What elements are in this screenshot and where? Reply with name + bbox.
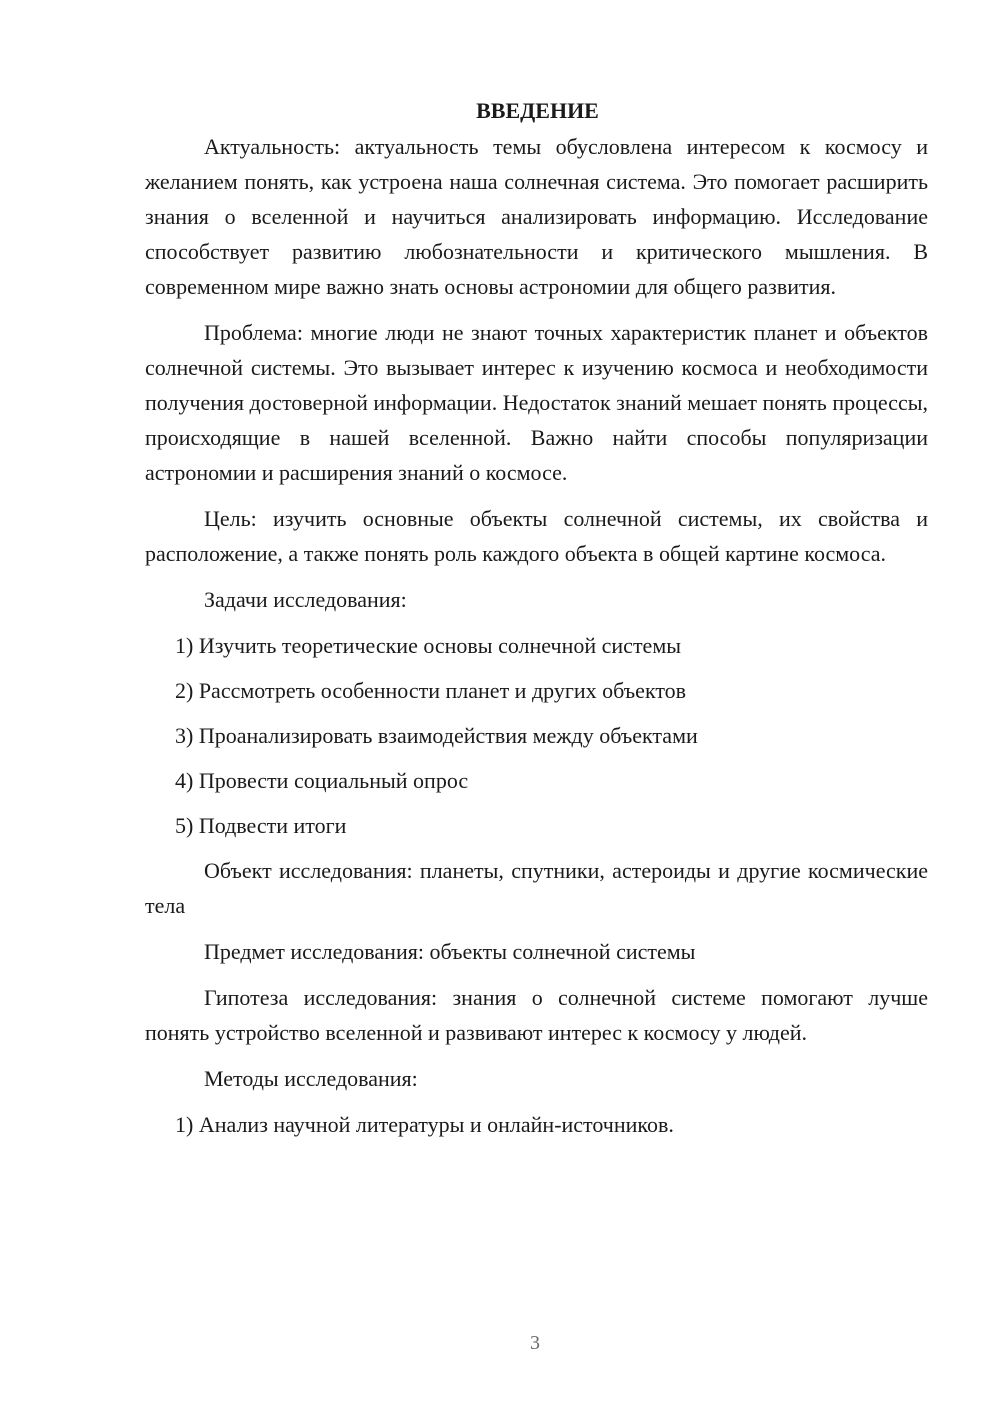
hypothesis-paragraph: Гипотеза исследования: знания о солнечной системе помогают лучше понять устройство вселенной и развивают интерес к космосу у людей. (145, 985, 928, 1045)
list-item: 5) Подвести итоги (175, 813, 347, 838)
list-item: 3) Проанализировать взаимодействия между объектами (175, 723, 698, 748)
page-title: ВВЕДЕНИЕ (476, 98, 599, 123)
subject-paragraph: Предмет исследования: объекты солнечной системы (204, 939, 696, 964)
page-number: 3 (530, 1332, 540, 1354)
list-item: 2) Рассмотреть особенности планет и других объектов (175, 678, 687, 703)
tasks-heading: Задачи исследования: (204, 587, 407, 612)
document-page (145, 93, 928, 1152)
list-item: 1) Изучить теоретические основы солнечной системы (175, 633, 682, 658)
problem-paragraph: Проблема: многие люди не знают точных характеристик планет и объектов солнечной системы. Это вызывает интерес к изучению космоса и необходимости получения достоверной информации. Недостаток знаний мешает понять процессы, происходящие в нашей вселенной. Важно найти способы популяризации астрономии и расширения знаний о космосе. (145, 320, 928, 485)
list-item: 1) Анализ научной литературы и онлайн-источников. (175, 1112, 674, 1137)
goal-paragraph: Цель: изучить основные объекты солнечной системы, их свойства и расположение, а также понять роль каждого объекта в общей картине космоса. (145, 506, 928, 566)
relevance-paragraph: Актуальность: актуальность темы обусловлена интересом к космосу и желанием понять, как устроена наша солнечная система. Это помогает расширить знания о вселенной и научиться анализировать информацию. Исследование способствует развитию любознательности и критического мышления. В современном мире важно знать основы астрономии для общего развития. (145, 134, 928, 299)
list-item: 4) Провести социальный опрос (175, 768, 469, 793)
methods-list (145, 1107, 928, 1142)
methods-heading: Методы исследования: (204, 1066, 418, 1091)
object-paragraph: Объект исследования: планеты, спутники, астероиды и другие космические тела (145, 858, 928, 918)
tasks-list (145, 628, 928, 843)
